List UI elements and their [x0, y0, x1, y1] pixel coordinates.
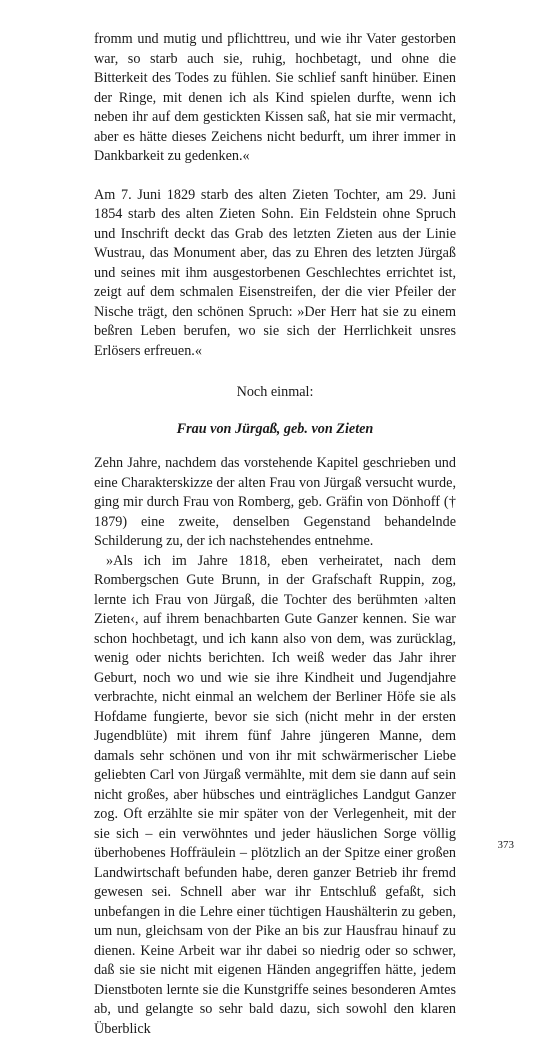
paragraph-closing-quote: fromm und mutig und pflichttreu, und wie ihr Vater gestorben war, so starb auch sie, ruhig, hochbetagt, und ohne die Bitterkeit des Todes zu fühlen. Sie schlief sanft hinüber. Einen der Ringe, mit denen ich als Kind spielen durfte, wenn ich neben ihr auf dem gestickten Kissen saß, hat sie mir vermacht, aber es hätte dieses Zeichens nicht bedurft, um ihrer immer in Dankbarkeit zu gedenken.«: [94, 30, 456, 167]
book-page: [94, 30, 456, 1039]
section-subheading: Noch einmal:: [94, 383, 456, 402]
page-number: 373: [498, 839, 515, 851]
chapter-title: Frau von Jürgaß, geb. von Zieten: [94, 420, 456, 439]
paragraph-intro: Zehn Jahre, nachdem das vorstehende Kapitel geschrieben und eine Charakterskizze der alten Frau von Jürgaß versucht wurde, ging mir durch Frau von Romberg, geb. Gräfin von Dönhoff († 1879) eine zweite, denselben Gegenstand behandelnde Schilderung zu, der ich nachstehendes entnehme.: [94, 454, 456, 552]
paragraph-romberg-account: »Als ich im Jahre 1818, eben verheiratet, nach dem Rombergschen Gute Brunn, in der Grafschaft Ruppin, zog, lernte ich Frau von Jürgaß, die Tochter des berühmten ›alten Zieten‹, auf ihrem benachbarten Gute Ganzer kennen. Sie war schon hochbetagt, und ich kann also von dem, was zurücklag, wenig oder nichts berichten. Ich weiß weder das Jahr ihrer Geburt, noch wo und wie sie ihre Kindheit und Jugendjahre verbrachte, nicht einmal an welchem der Berliner Höfe sie als Hofdame fungierte, bevor sie sich (nicht mehr in der ersten Jugendblüte) mit ihrem fünf Jahre jüngeren Manne, dem damals sehr schönen und von ihr mit schwärmerischer Liebe geliebten Carl von Jürgaß vermählte, mit dem sie dann auf sein nicht großes, aber hübsches und einträgliches Landgut Ganzer zog. Oft erzählte sie mir später von der Verlegenheit, mit der sie sich – ein verwöhntes und jeder häuslichen Sorge völlig überhobenes Hoffräulein – plötzlich an der Spitze einer großen Landwirtschaft befunden habe, deren ganzer Betrieb ihr fremd gewesen sei. Schnell aber war ihr Entschluß gefaßt, sich unbefangen in die Lehre einer tüchtigen Haushälterin zu geben, um nun, gleichsam von der Pike an bis zur Hausfrau hinauf zu dienen. Keine Arbeit war ihr dabei so niedrig oder so schwer, daß sie sie nicht mit eigenen Händen angegriffen hätte, jedem Dienstboten lernte sie die Kunstgriffe seines besonderen Amtes ab, und gelangte so sehr bald dazu, sich sowohl den klaren Überblick: [94, 552, 456, 1039]
paragraph-graves: Am 7. Juni 1829 starb des alten Zieten Tochter, am 29. Juni 1854 starb des alten Zieten Sohn. Ein Feldstein ohne Spruch und Inschrift deckt das Grab des letzten Zieten aus der Linie Wustrau, das Monument aber, das zu Ehren des letzten Jürgaß und seines mit ihm ausgestorbenen Geschlechtes errichtet ist, zeigt auf dem schmalen Eisenstreifen, der die vier Pfeiler der Nische trägt, den schönen Spruch: »Der Herr hat sie zu einem beßren Leben berufen, wo sie sich der Herrlichkeit unsres Erlösers erfreuen.«: [94, 186, 456, 362]
